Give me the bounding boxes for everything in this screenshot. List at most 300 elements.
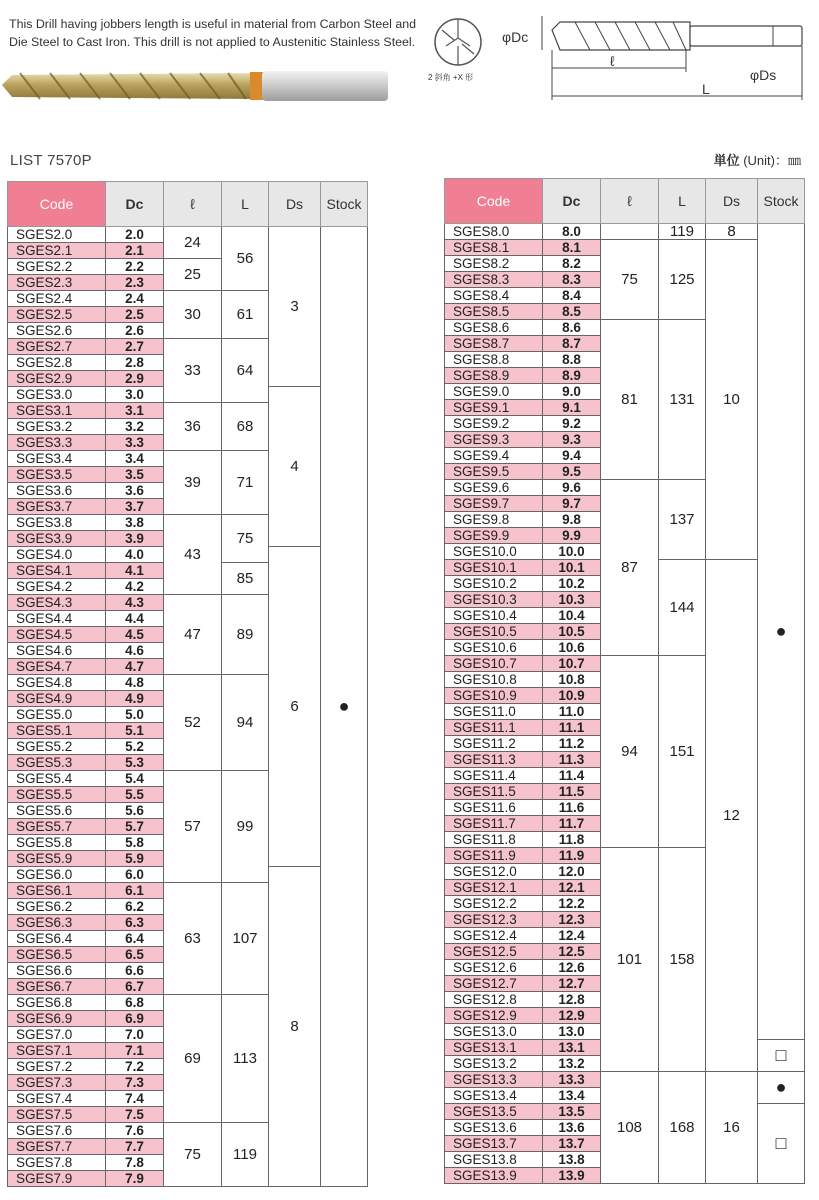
dc-cell: 4.9 [106, 691, 164, 707]
overall-length-cell: 168 [659, 1072, 706, 1184]
dc-cell: 2.7 [106, 339, 164, 355]
code-cell: SGES2.9 [8, 371, 106, 387]
dc-cell: 3.7 [106, 499, 164, 515]
code-cell: SGES3.7 [8, 499, 106, 515]
flute-length-cell: 87 [601, 480, 659, 656]
dc-cell: 8.6 [543, 320, 601, 336]
code-cell: SGES9.5 [445, 464, 543, 480]
dc-cell: 12.9 [543, 1008, 601, 1024]
code-cell: SGES4.4 [8, 611, 106, 627]
col-header-l: ℓ [164, 182, 222, 227]
flute-length-cell: 63 [164, 883, 222, 995]
dc-cell: 12.4 [543, 928, 601, 944]
dc-cell: 12.8 [543, 992, 601, 1008]
overall-length-cell: 125 [659, 240, 706, 320]
code-cell: SGES2.1 [8, 243, 106, 259]
overall-length-cell: 158 [659, 848, 706, 1072]
dc-cell: 5.5 [106, 787, 164, 803]
dc-cell: 10.9 [543, 688, 601, 704]
dc-cell: 5.7 [106, 819, 164, 835]
code-cell: SGES3.5 [8, 467, 106, 483]
code-cell: SGES2.6 [8, 323, 106, 339]
code-cell: SGES4.3 [8, 595, 106, 611]
dc-cell: 12.1 [543, 880, 601, 896]
code-cell: SGES11.4 [445, 768, 543, 784]
code-cell: SGES10.5 [445, 624, 543, 640]
code-cell: SGES6.3 [8, 915, 106, 931]
dc-cell: 4.2 [106, 579, 164, 595]
code-cell: SGES8.4 [445, 288, 543, 304]
code-cell: SGES9.4 [445, 448, 543, 464]
dc-cell: 3.1 [106, 403, 164, 419]
overall-length-cell: 131 [659, 320, 706, 480]
code-cell: SGES4.2 [8, 579, 106, 595]
code-cell: SGES10.6 [445, 640, 543, 656]
code-cell: SGES4.5 [8, 627, 106, 643]
code-cell: SGES8.5 [445, 304, 543, 320]
flute-length-cell: 43 [164, 515, 222, 595]
dc-cell: 7.2 [106, 1059, 164, 1075]
dc-cell: 11.4 [543, 768, 601, 784]
dc-cell: 8.0 [543, 224, 601, 240]
dc-cell: 12.0 [543, 864, 601, 880]
flute-length-cell: 101 [601, 848, 659, 1072]
code-cell: SGES4.6 [8, 643, 106, 659]
code-cell: SGES13.9 [445, 1168, 543, 1184]
shank-diameter-cell: 16 [706, 1072, 758, 1184]
dc-cell: 9.2 [543, 416, 601, 432]
col-header-dc: Dc [106, 182, 164, 227]
flute-length-cell: 47 [164, 595, 222, 675]
col-header-stock: Stock [758, 179, 805, 224]
col-header-stock: Stock [321, 182, 368, 227]
flute-length-cell: 81 [601, 320, 659, 480]
dc-cell: 11.0 [543, 704, 601, 720]
dc-cell: 5.3 [106, 755, 164, 771]
dc-cell: 3.5 [106, 467, 164, 483]
code-cell: SGES3.0 [8, 387, 106, 403]
overall-length-cell: 94 [222, 675, 269, 771]
dc-cell: 13.7 [543, 1136, 601, 1152]
overall-length-cell: 85 [222, 563, 269, 595]
dc-cell: 2.9 [106, 371, 164, 387]
overall-length-cell: 68 [222, 403, 269, 451]
dc-cell: 9.0 [543, 384, 601, 400]
code-cell: SGES11.5 [445, 784, 543, 800]
cross-section-label: 2 斜角 +X 形 [428, 73, 474, 82]
code-cell: SGES13.5 [445, 1104, 543, 1120]
shank-diameter-cell: 8 [706, 224, 758, 240]
dc-cell: 4.6 [106, 643, 164, 659]
overall-length-cell: 113 [222, 995, 269, 1123]
code-cell: SGES3.8 [8, 515, 106, 531]
overall-length-cell: 137 [659, 480, 706, 560]
dc-cell: 12.2 [543, 896, 601, 912]
code-cell: SGES11.2 [445, 736, 543, 752]
code-cell: SGES13.8 [445, 1152, 543, 1168]
dc-cell: 9.6 [543, 480, 601, 496]
shank-diameter-cell: 8 [269, 867, 321, 1187]
overall-length-cell: 89 [222, 595, 269, 675]
stock-cell: ● [758, 1072, 805, 1104]
table-row [445, 224, 805, 240]
dc-cell: 7.3 [106, 1075, 164, 1091]
dc-cell: 12.3 [543, 912, 601, 928]
code-cell: SGES10.7 [445, 656, 543, 672]
flute-length-cell: 39 [164, 451, 222, 515]
dc-cell: 12.6 [543, 960, 601, 976]
dc-cell: 7.9 [106, 1171, 164, 1187]
dc-cell: 13.8 [543, 1152, 601, 1168]
code-cell: SGES12.7 [445, 976, 543, 992]
code-cell: SGES11.3 [445, 752, 543, 768]
drill-cross-section-icon [432, 16, 484, 68]
dc-cell: 2.8 [106, 355, 164, 371]
code-cell: SGES3.1 [8, 403, 106, 419]
col-header-code: Code [8, 182, 106, 227]
L-dimension-label: L [702, 81, 710, 97]
col-header-dc: Dc [543, 179, 601, 224]
dc-cell: 8.3 [543, 272, 601, 288]
dc-cell: 6.4 [106, 931, 164, 947]
dc-cell: 13.9 [543, 1168, 601, 1184]
code-cell: SGES7.2 [8, 1059, 106, 1075]
code-cell: SGES10.0 [445, 544, 543, 560]
stock-cell: □ [758, 1040, 805, 1072]
code-cell: SGES6.6 [8, 963, 106, 979]
dc-cell: 8.9 [543, 368, 601, 384]
dc-cell: 13.2 [543, 1056, 601, 1072]
dc-cell: 11.1 [543, 720, 601, 736]
dc-cell: 13.0 [543, 1024, 601, 1040]
code-cell: SGES9.7 [445, 496, 543, 512]
code-cell: SGES13.0 [445, 1024, 543, 1040]
dc-cell: 8.7 [543, 336, 601, 352]
dc-cell: 5.4 [106, 771, 164, 787]
code-cell: SGES5.6 [8, 803, 106, 819]
overall-length-cell: 107 [222, 883, 269, 995]
dc-cell: 10.6 [543, 640, 601, 656]
code-cell: SGES12.6 [445, 960, 543, 976]
table-row [445, 1072, 805, 1088]
dc-cell: 4.5 [106, 627, 164, 643]
dc-cell: 6.7 [106, 979, 164, 995]
code-cell: SGES2.2 [8, 259, 106, 275]
overall-length-cell: 71 [222, 451, 269, 515]
dc-cell: 11.9 [543, 848, 601, 864]
code-cell: SGES5.8 [8, 835, 106, 851]
overall-length-cell: 144 [659, 560, 706, 656]
code-cell: SGES6.2 [8, 899, 106, 915]
code-cell: SGES2.4 [8, 291, 106, 307]
flute-length-cell: 36 [164, 403, 222, 451]
table-row [445, 240, 805, 256]
code-cell: SGES3.4 [8, 451, 106, 467]
dc-cell: 4.0 [106, 547, 164, 563]
code-cell: SGES12.3 [445, 912, 543, 928]
code-cell: SGES7.6 [8, 1123, 106, 1139]
dc-cell: 5.8 [106, 835, 164, 851]
dc-cell: 5.2 [106, 739, 164, 755]
dc-cell: 2.3 [106, 275, 164, 291]
code-cell: SGES4.7 [8, 659, 106, 675]
code-cell: SGES4.8 [8, 675, 106, 691]
dc-cell: 8.5 [543, 304, 601, 320]
dc-cell: 6.1 [106, 883, 164, 899]
code-cell: SGES11.7 [445, 816, 543, 832]
code-cell: SGES4.0 [8, 547, 106, 563]
code-cell: SGES5.2 [8, 739, 106, 755]
dc-cell: 7.5 [106, 1107, 164, 1123]
shank-diameter-cell: 12 [706, 560, 758, 1072]
code-cell: SGES10.8 [445, 672, 543, 688]
code-cell: SGES5.5 [8, 787, 106, 803]
dc-dimension-label: φDc [502, 29, 529, 45]
dc-cell: 10.2 [543, 576, 601, 592]
col-header-L: L [222, 182, 269, 227]
spec-table-left [7, 181, 368, 1187]
code-cell: SGES13.1 [445, 1040, 543, 1056]
dc-cell: 10.3 [543, 592, 601, 608]
code-cell: SGES7.1 [8, 1043, 106, 1059]
overall-length-cell: 99 [222, 771, 269, 883]
dc-cell: 7.4 [106, 1091, 164, 1107]
product-description: This Drill having jobbers length is useful in material from Carbon Steel and Die Steel to Cast Iron. This drill is not applied to Austenitic Stainless Steel. [9, 17, 417, 49]
dc-cell: 5.1 [106, 723, 164, 739]
dc-cell: 11.6 [543, 800, 601, 816]
dc-cell: 4.1 [106, 563, 164, 579]
code-cell: SGES2.8 [8, 355, 106, 371]
drill-illustration [0, 65, 392, 107]
code-cell: SGES9.0 [445, 384, 543, 400]
dc-cell: 2.2 [106, 259, 164, 275]
code-cell: SGES9.8 [445, 512, 543, 528]
dc-cell: 13.5 [543, 1104, 601, 1120]
flute-length-cell: 33 [164, 339, 222, 403]
code-cell: SGES5.3 [8, 755, 106, 771]
code-cell: SGES11.6 [445, 800, 543, 816]
dc-cell: 3.9 [106, 531, 164, 547]
code-cell: SGES8.0 [445, 224, 543, 240]
code-cell: SGES11.8 [445, 832, 543, 848]
code-cell: SGES3.6 [8, 483, 106, 499]
code-cell: SGES7.4 [8, 1091, 106, 1107]
code-cell: SGES12.4 [445, 928, 543, 944]
flute-length-cell: 75 [164, 1123, 222, 1187]
dc-cell: 8.8 [543, 352, 601, 368]
dc-cell: 6.5 [106, 947, 164, 963]
code-cell: SGES6.5 [8, 947, 106, 963]
code-cell: SGES8.6 [445, 320, 543, 336]
dc-cell: 3.2 [106, 419, 164, 435]
code-cell: SGES2.5 [8, 307, 106, 323]
dc-cell: 9.3 [543, 432, 601, 448]
dc-cell: 10.0 [543, 544, 601, 560]
code-cell: SGES9.2 [445, 416, 543, 432]
code-cell: SGES12.1 [445, 880, 543, 896]
code-cell: SGES12.8 [445, 992, 543, 1008]
code-cell: SGES11.9 [445, 848, 543, 864]
code-cell: SGES12.9 [445, 1008, 543, 1024]
dc-cell: 3.3 [106, 435, 164, 451]
code-cell: SGES10.3 [445, 592, 543, 608]
overall-length-cell: 119 [222, 1123, 269, 1187]
col-header-code: Code [445, 179, 543, 224]
unit-label: 単位 (Unit)：㎜ [713, 153, 801, 168]
code-cell: SGES13.2 [445, 1056, 543, 1072]
code-cell: SGES3.2 [8, 419, 106, 435]
code-cell: SGES11.1 [445, 720, 543, 736]
code-cell: SGES7.5 [8, 1107, 106, 1123]
code-cell: SGES2.7 [8, 339, 106, 355]
code-cell: SGES5.1 [8, 723, 106, 739]
dc-cell: 11.2 [543, 736, 601, 752]
dc-cell: 4.4 [106, 611, 164, 627]
code-cell: SGES6.8 [8, 995, 106, 1011]
shank-diameter-cell: 6 [269, 547, 321, 867]
flute-length-cell [601, 224, 659, 240]
code-cell: SGES12.5 [445, 944, 543, 960]
flute-length-cell: 75 [601, 240, 659, 320]
dc-cell: 7.7 [106, 1139, 164, 1155]
dc-cell: 4.7 [106, 659, 164, 675]
stock-cell: □ [758, 1104, 805, 1184]
spec-table-right [444, 178, 805, 1184]
code-cell: SGES8.8 [445, 352, 543, 368]
dc-cell: 10.7 [543, 656, 601, 672]
code-cell: SGES4.1 [8, 563, 106, 579]
dc-cell: 7.8 [106, 1155, 164, 1171]
code-cell: SGES5.7 [8, 819, 106, 835]
dc-cell: 9.1 [543, 400, 601, 416]
code-cell: SGES8.2 [445, 256, 543, 272]
dc-cell: 2.5 [106, 307, 164, 323]
code-cell: SGES9.9 [445, 528, 543, 544]
overall-length-cell: 61 [222, 291, 269, 339]
dc-cell: 11.5 [543, 784, 601, 800]
dc-cell: 11.7 [543, 816, 601, 832]
code-cell: SGES2.3 [8, 275, 106, 291]
dc-cell: 4.8 [106, 675, 164, 691]
code-cell: SGES10.2 [445, 576, 543, 592]
list-title: LIST 7570P [10, 152, 92, 169]
dc-cell: 6.8 [106, 995, 164, 1011]
dc-cell: 11.8 [543, 832, 601, 848]
code-cell: SGES3.3 [8, 435, 106, 451]
dc-cell: 11.3 [543, 752, 601, 768]
code-cell: SGES8.9 [445, 368, 543, 384]
dc-cell: 9.9 [543, 528, 601, 544]
dc-cell: 13.1 [543, 1040, 601, 1056]
code-cell: SGES6.4 [8, 931, 106, 947]
flute-length-cell: 69 [164, 995, 222, 1123]
code-cell: SGES5.0 [8, 707, 106, 723]
dc-cell: 9.8 [543, 512, 601, 528]
code-cell: SGES3.9 [8, 531, 106, 547]
flute-length-cell: 108 [601, 1072, 659, 1184]
dc-cell: 12.5 [543, 944, 601, 960]
dc-cell: 13.3 [543, 1072, 601, 1088]
code-cell: SGES7.9 [8, 1171, 106, 1187]
dc-cell: 5.6 [106, 803, 164, 819]
code-cell: SGES6.7 [8, 979, 106, 995]
dc-cell: 4.3 [106, 595, 164, 611]
dc-cell: 2.0 [106, 227, 164, 243]
code-cell: SGES7.3 [8, 1075, 106, 1091]
dc-cell: 2.4 [106, 291, 164, 307]
dc-cell: 7.0 [106, 1027, 164, 1043]
dc-cell: 3.6 [106, 483, 164, 499]
code-cell: SGES6.1 [8, 883, 106, 899]
code-cell: SGES2.0 [8, 227, 106, 243]
dc-cell: 10.5 [543, 624, 601, 640]
code-cell: SGES5.9 [8, 851, 106, 867]
ds-dimension-label: φDs [750, 67, 777, 83]
dc-cell: 6.3 [106, 915, 164, 931]
code-cell: SGES9.3 [445, 432, 543, 448]
dc-cell: 3.0 [106, 387, 164, 403]
code-cell: SGES10.1 [445, 560, 543, 576]
stock-cell: ● [321, 227, 368, 1187]
code-cell: SGES9.1 [445, 400, 543, 416]
dc-cell: 2.1 [106, 243, 164, 259]
dc-cell: 8.2 [543, 256, 601, 272]
dc-cell: 6.9 [106, 1011, 164, 1027]
dc-cell: 8.4 [543, 288, 601, 304]
shank-diameter-cell: 4 [269, 387, 321, 547]
dimension-diagram [502, 8, 810, 103]
code-cell: SGES10.9 [445, 688, 543, 704]
dc-cell: 13.6 [543, 1120, 601, 1136]
overall-length-cell: 64 [222, 339, 269, 403]
col-header-ds: Ds [706, 179, 758, 224]
flute-length-cell: 24 [164, 227, 222, 259]
dc-cell: 5.9 [106, 851, 164, 867]
code-cell: SGES6.9 [8, 1011, 106, 1027]
dc-cell: 7.6 [106, 1123, 164, 1139]
code-cell: SGES13.3 [445, 1072, 543, 1088]
code-cell: SGES11.0 [445, 704, 543, 720]
flute-length-cell: 25 [164, 259, 222, 291]
col-header-L: L [659, 179, 706, 224]
dc-cell: 6.2 [106, 899, 164, 915]
code-cell: SGES9.6 [445, 480, 543, 496]
dc-cell: 10.4 [543, 608, 601, 624]
code-cell: SGES13.6 [445, 1120, 543, 1136]
code-cell: SGES7.8 [8, 1155, 106, 1171]
flute-length-cell: 94 [601, 656, 659, 848]
dc-cell: 8.1 [543, 240, 601, 256]
l-dimension-label: ℓ [610, 53, 615, 69]
col-header-l: ℓ [601, 179, 659, 224]
code-cell: SGES4.9 [8, 691, 106, 707]
dc-cell: 10.8 [543, 672, 601, 688]
code-cell: SGES6.0 [8, 867, 106, 883]
shank-diameter-cell: 10 [706, 240, 758, 560]
dc-cell: 9.5 [543, 464, 601, 480]
dc-cell: 6.6 [106, 963, 164, 979]
dc-cell: 9.4 [543, 448, 601, 464]
dc-cell: 2.6 [106, 323, 164, 339]
dc-cell: 9.7 [543, 496, 601, 512]
code-cell: SGES7.7 [8, 1139, 106, 1155]
overall-length-cell: 75 [222, 515, 269, 563]
code-cell: SGES5.4 [8, 771, 106, 787]
dc-cell: 13.4 [543, 1088, 601, 1104]
code-cell: SGES12.0 [445, 864, 543, 880]
overall-length-cell: 151 [659, 656, 706, 848]
code-cell: SGES8.7 [445, 336, 543, 352]
